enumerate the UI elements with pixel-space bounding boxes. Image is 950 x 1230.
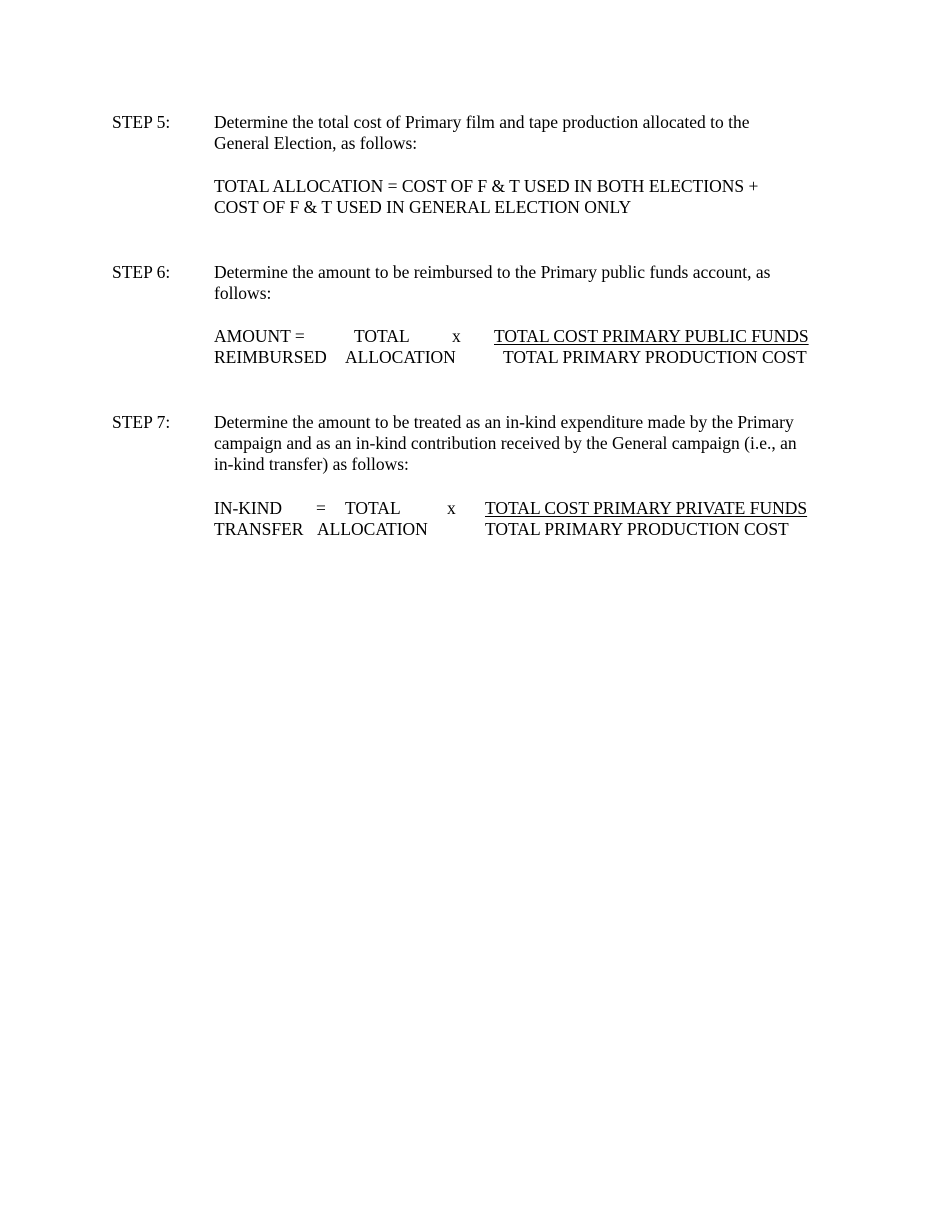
- formula-lhs-top: IN-KIND: [214, 498, 283, 518]
- formula-numerator: TOTAL COST PRIMARY PRIVATE FUNDS: [485, 498, 808, 518]
- formula-times: x: [452, 326, 461, 346]
- step-5-text-line-2: General Election, as follows:: [214, 133, 418, 153]
- formula-lhs-bottom: REIMBURSED: [214, 347, 327, 367]
- formula-numerator: TOTAL COST PRIMARY PUBLIC FUNDS: [494, 326, 809, 346]
- step-7-text-line-1: Determine the amount to be treated as an in-kind expenditure made by the Primary: [214, 412, 794, 432]
- step-6-label: STEP 6:: [112, 262, 171, 282]
- formula-lhs-bottom: TRANSFER: [214, 519, 304, 539]
- step-5-text-line-1: Determine the total cost of Primary film and tape production allocated to the: [214, 112, 750, 132]
- step-7-label: STEP 7:: [112, 412, 171, 432]
- formula-mid-top: TOTAL: [345, 498, 401, 518]
- formula-equals: =: [316, 498, 326, 518]
- formula-times: x: [447, 498, 456, 518]
- step-7-text-line-3: in-kind transfer) as follows:: [214, 454, 409, 474]
- step-5-formula-line-1: TOTAL ALLOCATION = COST OF F & T USED IN BOTH ELECTIONS +: [214, 176, 759, 196]
- step-5-label: STEP 5:: [112, 112, 171, 132]
- formula-denominator: TOTAL PRIMARY PRODUCTION COST: [503, 347, 807, 367]
- step-5-formula-line-2: COST OF F & T USED IN GENERAL ELECTION ONLY: [214, 197, 632, 217]
- formula-lhs-top: AMOUNT =: [214, 326, 305, 346]
- step-6-text-line-1: Determine the amount to be reimbursed to the Primary public funds account, as: [214, 262, 771, 282]
- formula-mid-top: TOTAL: [354, 326, 410, 346]
- formula-mid-bottom: ALLOCATION: [345, 347, 456, 367]
- step-6-text-line-2: follows:: [214, 283, 272, 303]
- formula-denominator: TOTAL PRIMARY PRODUCTION COST: [485, 519, 789, 539]
- formula-mid-bottom: ALLOCATION: [317, 519, 428, 539]
- step-7-text-line-2: campaign and as an in-kind contribution received by the General campaign (i.e., an: [214, 433, 797, 453]
